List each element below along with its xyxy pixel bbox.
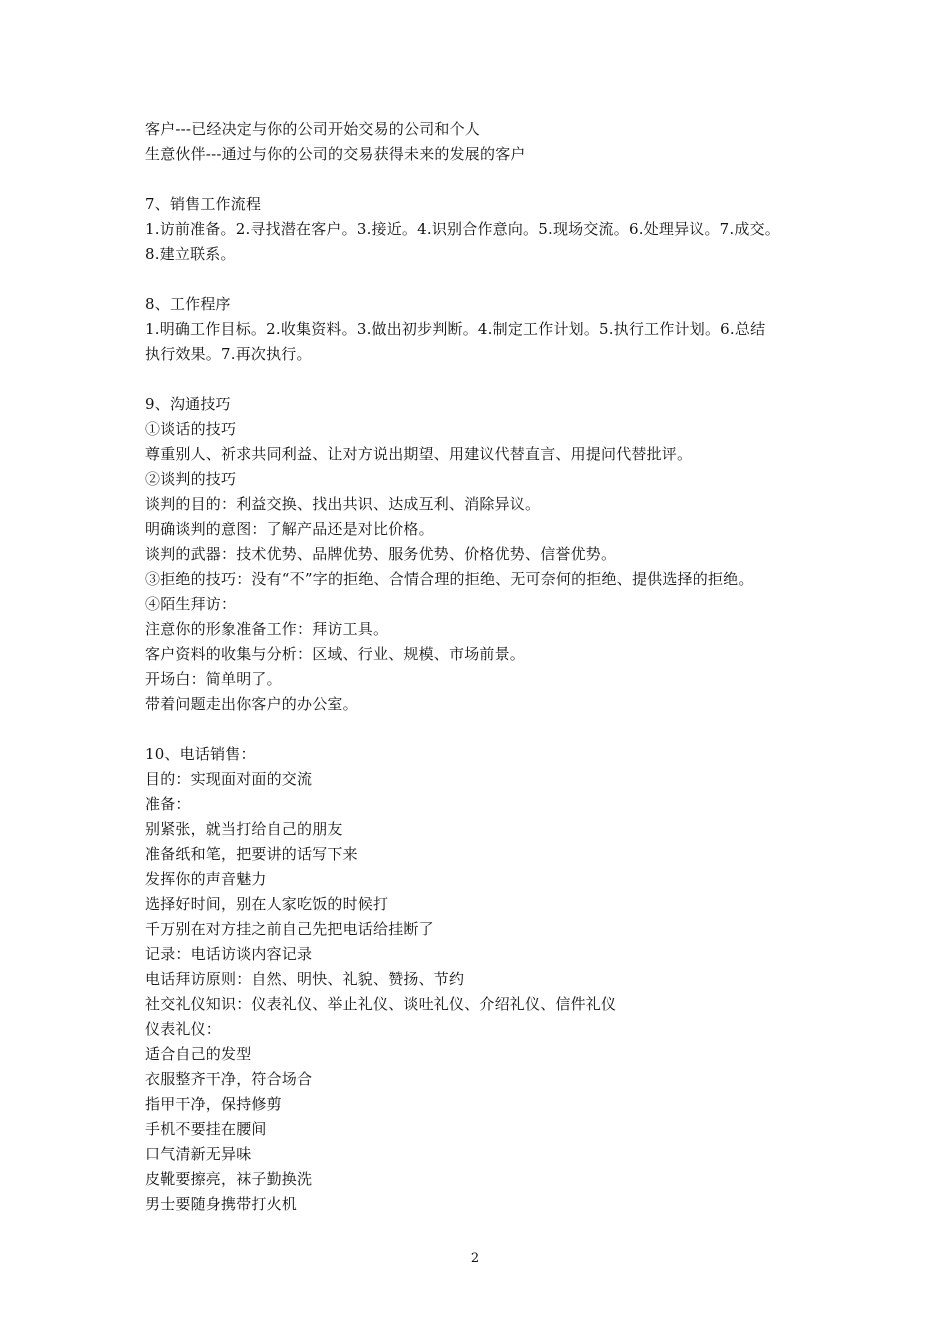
text-line: 别紧张，就当打给自己的朋友: [145, 820, 343, 838]
text-line: 准备：: [145, 795, 191, 813]
text-line: 8、工作程序: [145, 295, 231, 313]
text-line: 准备纸和笔，把要讲的话写下来: [145, 845, 358, 863]
text-line: ①谈话的技巧: [145, 420, 237, 438]
text-section: [145, 117, 825, 167]
text-line: ②谈判的技巧: [145, 470, 237, 488]
text-line: 10、电话销售：: [145, 745, 256, 763]
text-line: 客户---已经决定与你的公司开始交易的公司和个人: [145, 120, 481, 138]
text-line: 适合自己的发型: [145, 1045, 252, 1063]
text-line: 电话拜访原则：自然、明快、礼貌、赞扬、节约: [145, 970, 465, 988]
document-body: [145, 117, 825, 1217]
text-line: 注意你的形象准备工作：拜访工具。: [145, 620, 389, 638]
paragraph-gap: [145, 267, 825, 292]
paragraph-gap: [145, 717, 825, 742]
paragraph-gap: [145, 167, 825, 192]
text-section: [145, 392, 825, 717]
text-line: 男士要随身携带打火机: [145, 1195, 298, 1213]
text-line: 1.明确工作目标。2.收集资料。3.做出初步判断。4.制定工作计划。5.执行工作计划。6.总结: [145, 320, 766, 338]
text-line: ④陌生拜访：: [145, 595, 237, 613]
text-line: 9、沟通技巧: [145, 395, 231, 413]
text-line: 口气清新无异味: [145, 1145, 252, 1163]
text-line: 指甲干净，保持修剪: [145, 1095, 282, 1113]
text-section: [145, 292, 825, 367]
paragraph-gap: [145, 367, 825, 392]
text-line: 生意伙伴---通过与你的公司的交易获得未来的发展的客户: [145, 145, 526, 163]
text-line: 1.访前准备。2.寻找潜在客户。3.接近。4.识别合作意向。5.现场交流。6.处理异议。7.成交。: [145, 220, 780, 238]
text-line: 谈判的武器：技术优势、品牌优势、服务优势、价格优势、信誉优势。: [145, 545, 617, 563]
text-line: 选择好时间，别在人家吃饭的时候打: [145, 895, 389, 913]
text-line: 手机不要挂在腰间: [145, 1120, 267, 1138]
text-line: 谈判的目的：利益交换、找出共识、达成互利、消除异议。: [145, 495, 541, 513]
text-line: 明确谈判的意图：了解产品还是对比价格。: [145, 520, 434, 538]
page-number: 2: [470, 1251, 480, 1266]
text-line: 7、销售工作流程: [145, 195, 262, 213]
text-line: 执行效果。7.再次执行。: [145, 345, 312, 363]
text-line: 尊重别人、祈求共同利益、让对方说出期望、用建议代替直言、用提问代替批评。: [145, 445, 693, 463]
text-line: 8.建立联系。: [145, 245, 236, 263]
text-line: 记录：电话访谈内容记录: [145, 945, 313, 963]
text-line: 社交礼仪知识：仪表礼仪、举止礼仪、谈吐礼仪、介绍礼仪、信件礼仪: [145, 995, 617, 1013]
text-line: 仪表礼仪：: [145, 1020, 222, 1038]
text-line: 千万别在对方挂之前自己先把电话给挂断了: [145, 920, 434, 938]
text-line: 目的：实现面对面的交流: [145, 770, 313, 788]
text-line: ③拒绝的技巧：没有“不”字的拒绝、合情合理的拒绝、无可奈何的拒绝、提供选择的拒绝。: [145, 570, 754, 588]
text-line: 衣服整齐干净，符合场合: [145, 1070, 313, 1088]
text-line: 发挥你的声音魅力: [145, 870, 267, 888]
text-line: 客户资料的收集与分析：区域、行业、规模、市场前景。: [145, 645, 526, 663]
text-section: [145, 742, 825, 1217]
text-line: 带着问题走出你客户的办公室。: [145, 695, 358, 713]
text-section: [145, 192, 825, 267]
text-line: 皮靴要擦亮，袜子勤换洗: [145, 1170, 313, 1188]
text-line: 开场白：简单明了。: [145, 670, 282, 688]
